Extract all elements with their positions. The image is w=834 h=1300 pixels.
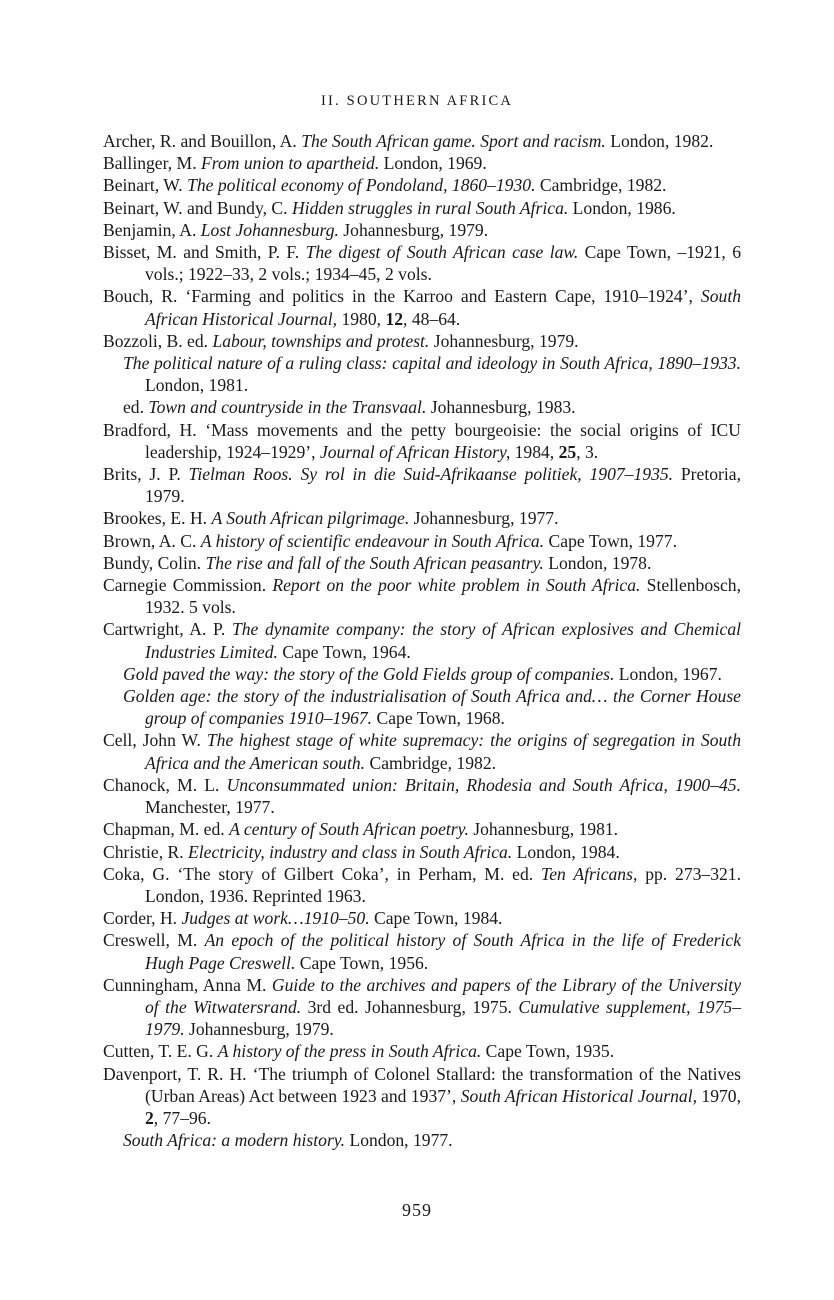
entry-text: 1980, bbox=[337, 308, 386, 329]
entry-text: Archer, R. and Bouillon, A. bbox=[103, 131, 302, 151]
entry-text: Carnegie Commission. bbox=[103, 575, 273, 596]
entry-text: Beinart, W. bbox=[103, 175, 188, 196]
entry-text: Bisset, M. and Smith, P. F. bbox=[103, 242, 306, 263]
entry-text: Bouch, R. ‘Farming and politics in the Karroo and Eastern Cape, 1910–1924’, bbox=[103, 286, 701, 307]
entry-text: , 77–96. bbox=[153, 1107, 211, 1128]
entry-text: Johannesburg, 1979. bbox=[429, 330, 579, 351]
bibliography-entry bbox=[103, 841, 741, 863]
bibliography-entry bbox=[103, 197, 741, 219]
entry-text: Chanock, M. L. bbox=[103, 774, 227, 795]
entry-volume: 25 bbox=[558, 441, 577, 462]
entry-title: The South African game. Sport and racism. bbox=[301, 131, 606, 151]
entry-text: London, 1969. bbox=[379, 153, 487, 174]
entry-title: A century of South African poetry. bbox=[229, 819, 469, 840]
entry-text: pp. 273–321. London, 1936. Reprinted 1963. bbox=[145, 863, 742, 906]
entry-text: Cambridge, 1982. bbox=[365, 752, 497, 773]
entry-text: Cartwright, A. P. bbox=[103, 619, 232, 640]
entry-title: The highest stage of white supremacy: the origins of segregation in South Africa and the American south. bbox=[145, 730, 741, 773]
entry-title: The rise and fall of the South African peasantry. bbox=[205, 552, 544, 573]
entry-title: South African Historical Journal, bbox=[460, 1085, 697, 1106]
entry-text: Johannesburg, 1981. bbox=[468, 819, 619, 840]
entry-title: The political economy of Pondoland, 1860–1930. bbox=[187, 175, 536, 196]
bibliography-entry bbox=[103, 152, 741, 174]
entry-title: South Africa: a modern history. bbox=[123, 1130, 346, 1151]
entry-title: South African Historical Journal, bbox=[145, 286, 741, 329]
entry-text: Bradford, H. ‘Mass movements and the petty bourgeoisie: the social origins of ICU leadership, 1924–1929’, bbox=[103, 419, 741, 462]
entry-text: Cutten, T. E. G. bbox=[103, 1041, 218, 1062]
entry-text: Cape Town, 1964. bbox=[277, 641, 411, 662]
entry-title: Judges at work…1910–50. bbox=[181, 908, 370, 929]
entry-text: London, 1978. bbox=[543, 552, 652, 573]
entry-text: 3rd ed. Johannesburg, 1975. bbox=[301, 996, 519, 1017]
entry-text: Davenport, T. R. H. ‘The triumph of Colonel Stallard: the transformation of the Natives (Urban Areas) Act between 1923 and 1937’, bbox=[103, 1063, 741, 1106]
entry-text: Chapman, M. ed. bbox=[103, 819, 230, 840]
bibliography-entry bbox=[103, 974, 741, 1041]
entry-text: Cell, John W. bbox=[103, 730, 207, 751]
entry-text: 1970, bbox=[697, 1085, 741, 1106]
entry-text: Manchester, 1977. bbox=[145, 797, 275, 818]
entry-text: Cunningham, Anna M. bbox=[103, 974, 272, 995]
entry-text: Corder, H. bbox=[103, 908, 182, 929]
bibliography-entry bbox=[103, 174, 741, 196]
entry-title: Labour, townships and protest. bbox=[212, 330, 430, 351]
entry-title: From union to apartheid. bbox=[201, 153, 380, 174]
entry-text: London, 1984. bbox=[512, 841, 620, 862]
entry-title: Lost Johannesburg. bbox=[200, 219, 339, 240]
entry-text: Bundy, Colin. bbox=[103, 552, 206, 573]
bibliography-entry bbox=[103, 863, 741, 907]
entry-text: ed. bbox=[123, 397, 149, 418]
entry-text: Cape Town, 1935. bbox=[481, 1041, 615, 1062]
page-number: 959 bbox=[402, 1200, 432, 1220]
bibliography-entry bbox=[103, 219, 741, 241]
entry-text: Benjamin, A. bbox=[103, 219, 201, 240]
entry-title: Gold paved the way: the story of the Gold Fields group of companies. bbox=[123, 663, 615, 684]
entry-title: Electricity, industry and class in South Africa. bbox=[188, 841, 513, 862]
entry-text: Cape Town, 1956. bbox=[295, 952, 429, 973]
bibliography-entry bbox=[103, 685, 741, 729]
entry-title: An epoch of the political history of South Africa in the life of Frederick Hugh Page Creswell. bbox=[145, 930, 742, 973]
entry-text: Beinart, W. and Bundy, C. bbox=[103, 197, 292, 218]
entry-volume: 2 bbox=[145, 1107, 154, 1128]
entry-text: Johannesburg, 1979. bbox=[184, 1019, 334, 1040]
entry-text: Johannesburg, 1979. bbox=[338, 219, 489, 240]
bibliography-list bbox=[103, 130, 741, 1151]
bibliography-entry bbox=[103, 241, 741, 285]
bibliography-entry bbox=[103, 1040, 741, 1062]
entry-text: London, 1982. bbox=[605, 131, 714, 151]
bibliography-entry bbox=[103, 774, 741, 818]
bibliography-entry bbox=[103, 729, 741, 773]
entry-title: Tielman Roos. Sy rol in die Suid-Afrikaanse politiek, 1907–1935. bbox=[188, 464, 674, 485]
entry-volume: 12 bbox=[385, 308, 404, 329]
bibliography-entry bbox=[103, 530, 741, 552]
bibliography-entry bbox=[103, 907, 741, 929]
bibliography-entry bbox=[103, 463, 741, 507]
entry-title: Cumulative supplement, 1975–1979. bbox=[145, 996, 741, 1040]
entry-text: Stellenbosch, 1932. 5 vols. bbox=[145, 575, 741, 618]
entry-text: Cape Town, 1968. bbox=[372, 708, 505, 729]
bibliography-entry bbox=[103, 1129, 741, 1151]
entry-text: Cape Town, 1984. bbox=[369, 908, 503, 929]
entry-title: Golden age: the story of the industrialisation of South Africa and… the Corner House group of companies 1910–1967. bbox=[123, 686, 741, 729]
entry-title: Town and countryside in the Transvaal. bbox=[148, 397, 427, 418]
entry-text: London, 1967. bbox=[614, 663, 722, 684]
entry-text: Brookes, E. H. bbox=[103, 508, 212, 529]
entry-text: Cambridge, 1982. bbox=[535, 175, 667, 196]
entry-text: Ballinger, M. bbox=[103, 153, 202, 174]
entry-text: Brits, J. P. bbox=[103, 464, 189, 485]
entry-title: Ten Africans, bbox=[541, 863, 638, 884]
bibliography-entry bbox=[103, 352, 741, 396]
entry-title: A South African pilgrimage. bbox=[211, 508, 410, 529]
entry-text: London, 1977. bbox=[345, 1130, 453, 1151]
bibliography-entry bbox=[103, 507, 741, 529]
entry-text: Brown, A. C. bbox=[103, 530, 201, 551]
bibliography-entry bbox=[103, 574, 741, 618]
entry-text: 1984, bbox=[510, 441, 559, 462]
bibliography-entry bbox=[103, 419, 741, 463]
bibliography-entry bbox=[103, 618, 741, 662]
entry-title: The digest of South African case law. bbox=[305, 242, 579, 263]
entry-title: Journal of African History, bbox=[319, 441, 511, 462]
entry-text: Johannesburg, 1983. bbox=[426, 397, 576, 418]
bibliography-entry bbox=[103, 330, 741, 352]
entry-title: Guide to the archives and papers of the Library of the University of the Witwatersrand. bbox=[145, 974, 741, 1017]
entry-text: Pretoria, 1979. bbox=[145, 464, 741, 507]
entry-title: A history of scientific endeavour in South Africa. bbox=[200, 530, 545, 551]
entry-text: Bozzoli, B. ed. bbox=[103, 330, 213, 351]
entry-text: London, 1981. bbox=[145, 375, 249, 396]
entry-text: Creswell, M. bbox=[103, 930, 205, 951]
entry-text: , 3. bbox=[576, 441, 599, 462]
section-heading: II. SOUTHERN AFRICA bbox=[320, 93, 514, 109]
entry-text: London, 1986. bbox=[568, 197, 676, 218]
entry-title: The dynamite company: the story of African explosives and Chemical Industries Limited. bbox=[145, 619, 742, 662]
bibliography-entry bbox=[103, 1063, 741, 1130]
bibliography-entry bbox=[103, 396, 741, 418]
bibliography-entry bbox=[103, 285, 741, 329]
bibliography-entry bbox=[103, 929, 741, 973]
bibliography-entry bbox=[103, 663, 741, 685]
bibliography-entry bbox=[103, 552, 741, 574]
bibliography-entry bbox=[103, 818, 741, 840]
entry-title: Hidden struggles in rural South Africa. bbox=[291, 197, 569, 218]
bibliography-entry bbox=[103, 130, 741, 152]
entry-text: Johannesburg, 1977. bbox=[409, 508, 559, 529]
entry-title: The political nature of a ruling class: capital and ideology in South Africa, 1890–1933. bbox=[123, 353, 741, 374]
entry-title: Unconsummated union: Britain, Rhodesia and South Africa, 1900–45. bbox=[226, 774, 741, 795]
entry-text: Cape Town, 1977. bbox=[544, 530, 677, 551]
entry-text: Coka, G. ‘The story of Gilbert Coka’, in Perham, M. ed. bbox=[103, 863, 542, 884]
entry-text: , 48–64. bbox=[403, 308, 461, 329]
entry-title: A history of the press in South Africa. bbox=[217, 1041, 482, 1062]
entry-title: Report on the poor white problem in South Africa. bbox=[272, 575, 641, 596]
entry-text: Cape Town, –1921, 6 vols.; 1922–33, 2 vols.; 1934–45, 2 vols. bbox=[145, 242, 742, 285]
entry-text: Christie, R. bbox=[103, 841, 189, 862]
